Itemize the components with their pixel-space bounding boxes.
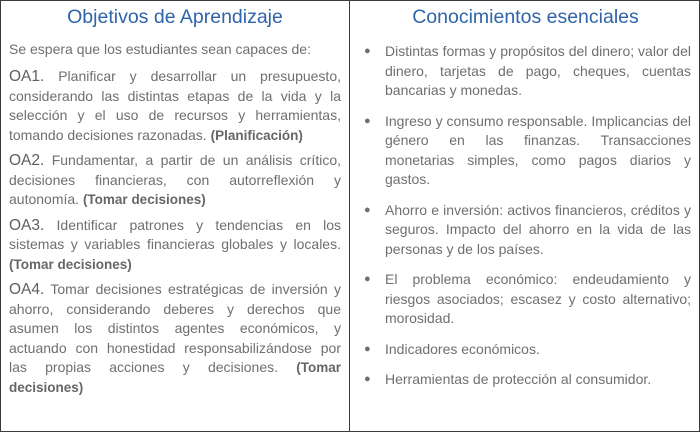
objective-oa4 <box>9 280 341 397</box>
bullet-icon: ● <box>364 45 371 57</box>
objective-text: Identificar patrones y tendencias en los sistemas y variables financieras globales y locales. <box>9 216 341 252</box>
learning-objectives-column <box>1 1 350 431</box>
bullet-icon: ● <box>364 373 371 385</box>
objective-code: OA3. <box>9 216 45 234</box>
essential-knowledge-list <box>360 42 691 390</box>
objective-oa2 <box>9 151 341 210</box>
objective-tag: (Planificación) <box>210 127 303 143</box>
objective-tag: (Tomar decisiones) <box>9 256 132 272</box>
objective-text: Planificar y desarrollar un presupuesto, considerando las distintas etapas de la vida y la selección y el uso de recursos y herramientas, tomando decisiones razonadas. <box>9 68 341 143</box>
list-item <box>360 201 691 260</box>
list-item-text: El problema económico: endeudamiento y riesgos asociados; escasez y costo alternativo; morosidad. <box>385 271 691 326</box>
list-item <box>360 370 691 390</box>
objective-code: OA1. <box>9 68 45 85</box>
objective-tag: (Tomar decisiones) <box>9 360 341 395</box>
essential-knowledge-column <box>350 1 699 431</box>
bullet-icon: ● <box>364 273 371 285</box>
objectives-intro: Se espera que los estudiantes sean capaces de: <box>9 41 311 57</box>
bullet-icon: ● <box>364 114 371 127</box>
objective-code: OA2. <box>9 152 45 169</box>
list-item <box>360 340 691 360</box>
objective-oa1 <box>9 67 341 145</box>
objective-code: OA4. <box>9 281 45 298</box>
essential-knowledge-heading: Conocimientos esenciales <box>412 6 639 28</box>
list-item-text: Distintas formas y propósitos del dinero; valor del dinero, tarjetas de pago, cheques, cuentas bancarias y monedas. <box>385 43 691 98</box>
objective-text: Tomar decisiones estratégicas de inversión y ahorro, considerando deberes y derechos que asumen los distintos agentes económicos, y actuando con honestidad responsabilizándose por las propias acciones y decisiones. <box>9 281 341 375</box>
bullet-icon: ● <box>364 342 371 355</box>
list-item <box>360 270 691 329</box>
objective-tag: (Tomar decisiones) <box>82 192 206 207</box>
objective-oa3 <box>9 216 341 275</box>
bullet-icon: ● <box>364 203 371 216</box>
list-item-text: Indicadores económicos. <box>385 340 540 357</box>
list-item-text: Herramientas de protección al consumidor. <box>385 371 652 387</box>
list-item <box>360 42 691 101</box>
list-item-text: Ahorro e inversión: activos financieros, créditos y seguros. Impacto del ahorro en la vida de las personas y de los países. <box>385 201 691 257</box>
list-item <box>360 112 691 190</box>
learning-objectives-heading: Objetivos de Aprendizaje <box>67 6 283 28</box>
list-item-text: Ingreso y consumo responsable. Implicancias del género en las finanzas. Transacciones monetarias simples, como pagos diarios y gastos. <box>385 112 691 187</box>
objective-text: Fundamentar, a partir de un análisis crítico, decisiones financieras, con autorreflexión y autonomía. <box>9 152 341 207</box>
